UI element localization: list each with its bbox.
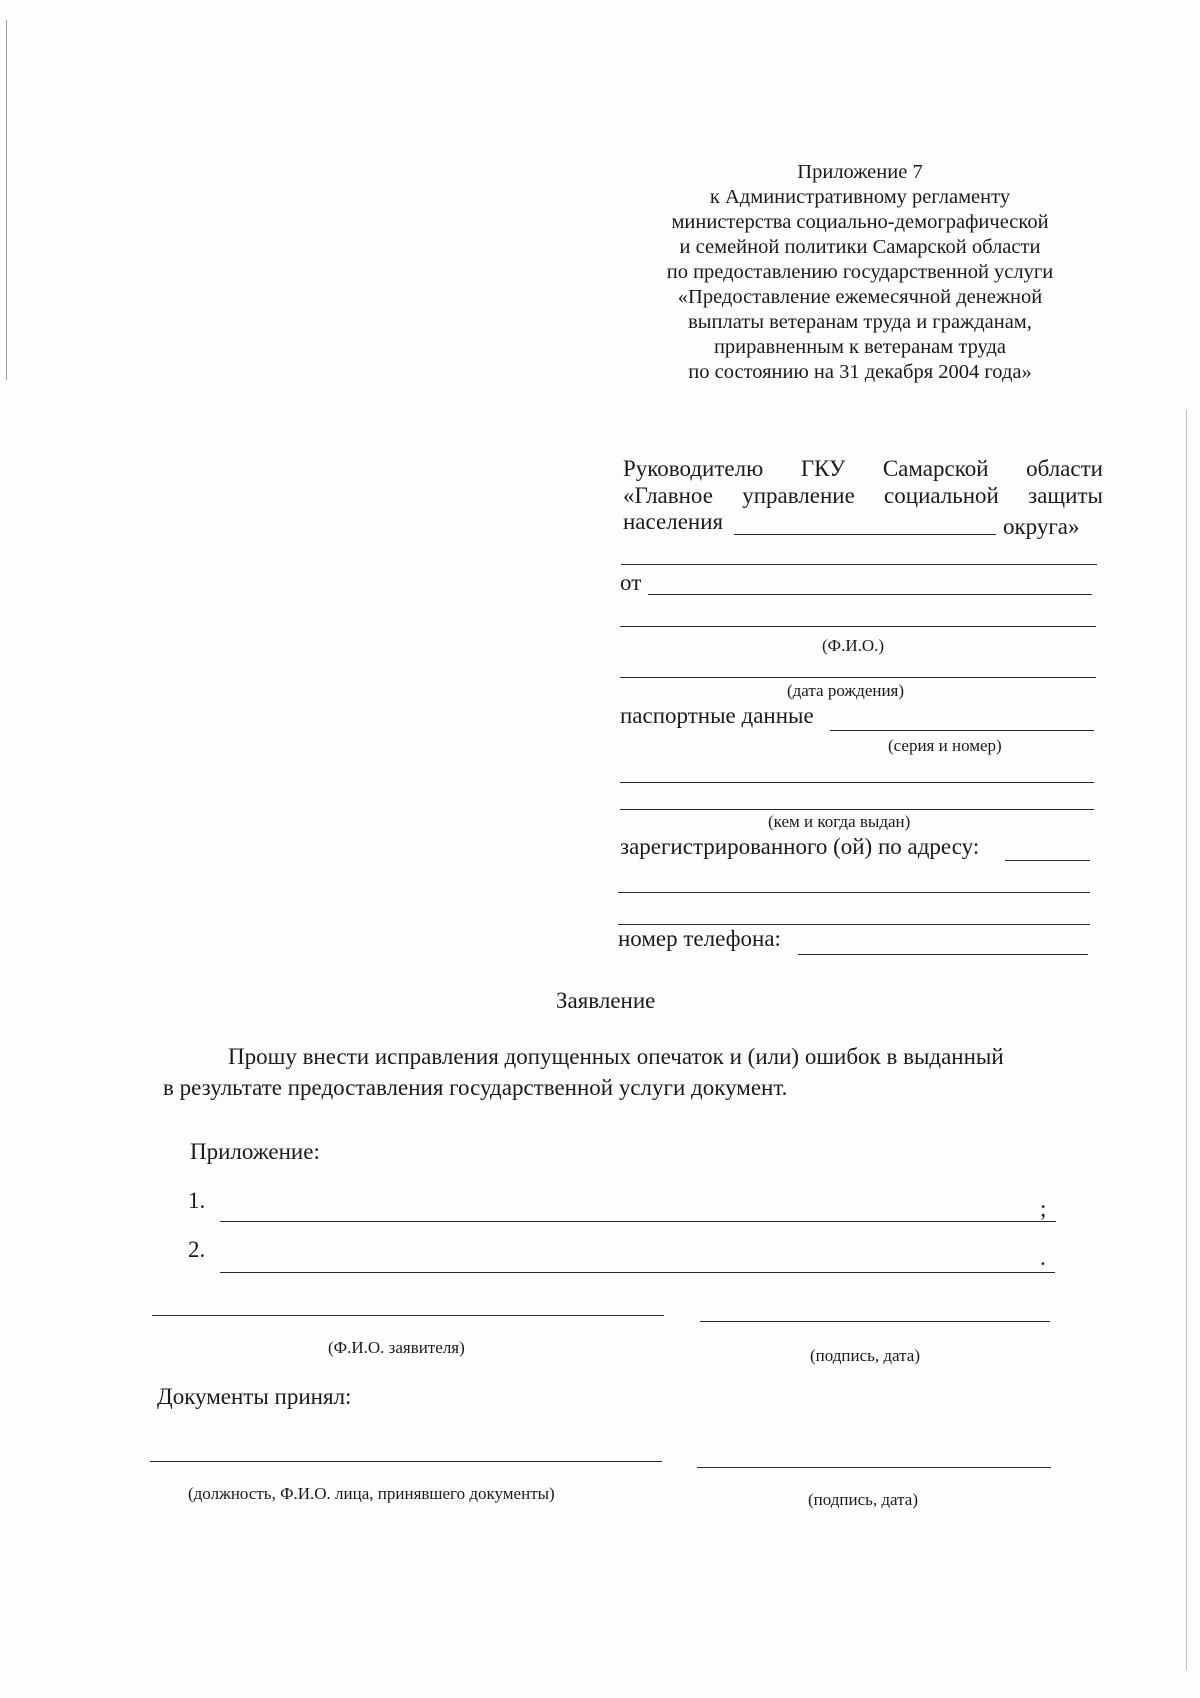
issued-blank-2[interactable] [620, 809, 1094, 810]
applicant-signature-blank[interactable] [700, 1321, 1050, 1322]
passport-caption: (серия и номер) [888, 736, 1002, 755]
addressee-word: «Главное [623, 483, 713, 508]
statement-text-line-1: Прошу внести исправления допущенных опечаток и (или) ошибок в выданный [228, 1044, 1004, 1069]
fio-blank[interactable] [620, 626, 1096, 627]
receiver-name-blank[interactable] [150, 1461, 662, 1462]
addressee-word: ГКУ [800, 456, 846, 481]
district-blank[interactable] [734, 534, 996, 535]
appendix-line: приравненным к ветеранам труда [713, 336, 1007, 358]
issued-caption: (кем и когда выдан) [768, 812, 911, 831]
attachment-2-blank[interactable] [220, 1272, 1055, 1273]
appendix-line: выплаты ветеранам труда и гражданам, [688, 311, 1032, 333]
from-label: от [620, 570, 642, 595]
appendix-header [600, 160, 1120, 385]
appendix-line: министерства социально-демографической [671, 211, 1049, 233]
applicant-signature-caption: (подпись, дата) [810, 1346, 921, 1365]
accepted-label: Документы принял: [157, 1384, 352, 1409]
attachment-1-blank[interactable] [220, 1221, 1056, 1222]
receiver-name-caption: (должность, Ф.И.О. лица, принявшего документы) [188, 1484, 555, 1503]
scan-edge-right [1186, 410, 1187, 1670]
addressee-line-1 [623, 456, 1103, 482]
addressee-line-2 [623, 483, 1103, 509]
birth-date-caption: (дата рождения) [787, 681, 905, 700]
appendix-line: и семейной политики Самарской области [679, 236, 1041, 258]
attachment-end-mark: ; [1040, 1196, 1047, 1221]
addressee-district: округа» [1003, 514, 1080, 539]
birth-date-blank[interactable] [620, 677, 1096, 678]
receiver-signature-blank[interactable] [697, 1467, 1051, 1468]
passport-blank[interactable] [830, 730, 1094, 731]
addressee-word: управление [742, 483, 855, 508]
receiver-signature-caption: (подпись, дата) [808, 1490, 919, 1509]
scan-edge-left [6, 20, 7, 380]
address-blank-2[interactable] [618, 892, 1090, 893]
registered-label: зарегистрированного (ой) по адресу: [620, 834, 980, 859]
addressee-word: социальной [884, 483, 999, 508]
addressee-word: защиты [1028, 483, 1103, 508]
address-blank-3[interactable] [618, 924, 1090, 925]
address-blank[interactable] [1005, 860, 1090, 861]
addressee-word: области [1026, 456, 1103, 481]
appendix-line: к Административному регламенту [709, 186, 1011, 208]
statement-text-line-2: в результате предоставления государственной услуги документ. [163, 1075, 788, 1100]
addressee-population: населения [623, 509, 724, 534]
attachment-number: 1. [188, 1188, 206, 1213]
appendix-line: «Предоставление ежемесячной денежной [677, 286, 1043, 308]
phone-label: номер телефона: [618, 926, 781, 951]
passport-label: паспортные данные [620, 703, 814, 728]
attachment-end-mark: . [1040, 1245, 1046, 1270]
appendix-line: Приложение 7 [797, 161, 923, 183]
fio-caption: (Ф.И.О.) [822, 636, 885, 655]
applicant-name-caption: (Ф.И.О. заявителя) [328, 1338, 465, 1357]
addressee-word: Самарской [882, 456, 989, 481]
attachments-label: Приложение: [190, 1139, 320, 1164]
issued-blank-1[interactable] [620, 782, 1094, 783]
phone-blank[interactable] [798, 954, 1088, 955]
addressee-word: Руководителю [623, 456, 764, 481]
addressee-blank-line[interactable] [621, 564, 1097, 565]
from-blank[interactable] [648, 594, 1092, 595]
attachment-number: 2. [188, 1237, 206, 1262]
appendix-line: по состоянию на 31 декабря 2004 года» [688, 361, 1032, 383]
applicant-name-blank[interactable] [152, 1315, 664, 1316]
appendix-line: по предоставлению государственной услуги [666, 261, 1054, 283]
statement-title: Заявление [556, 988, 656, 1013]
